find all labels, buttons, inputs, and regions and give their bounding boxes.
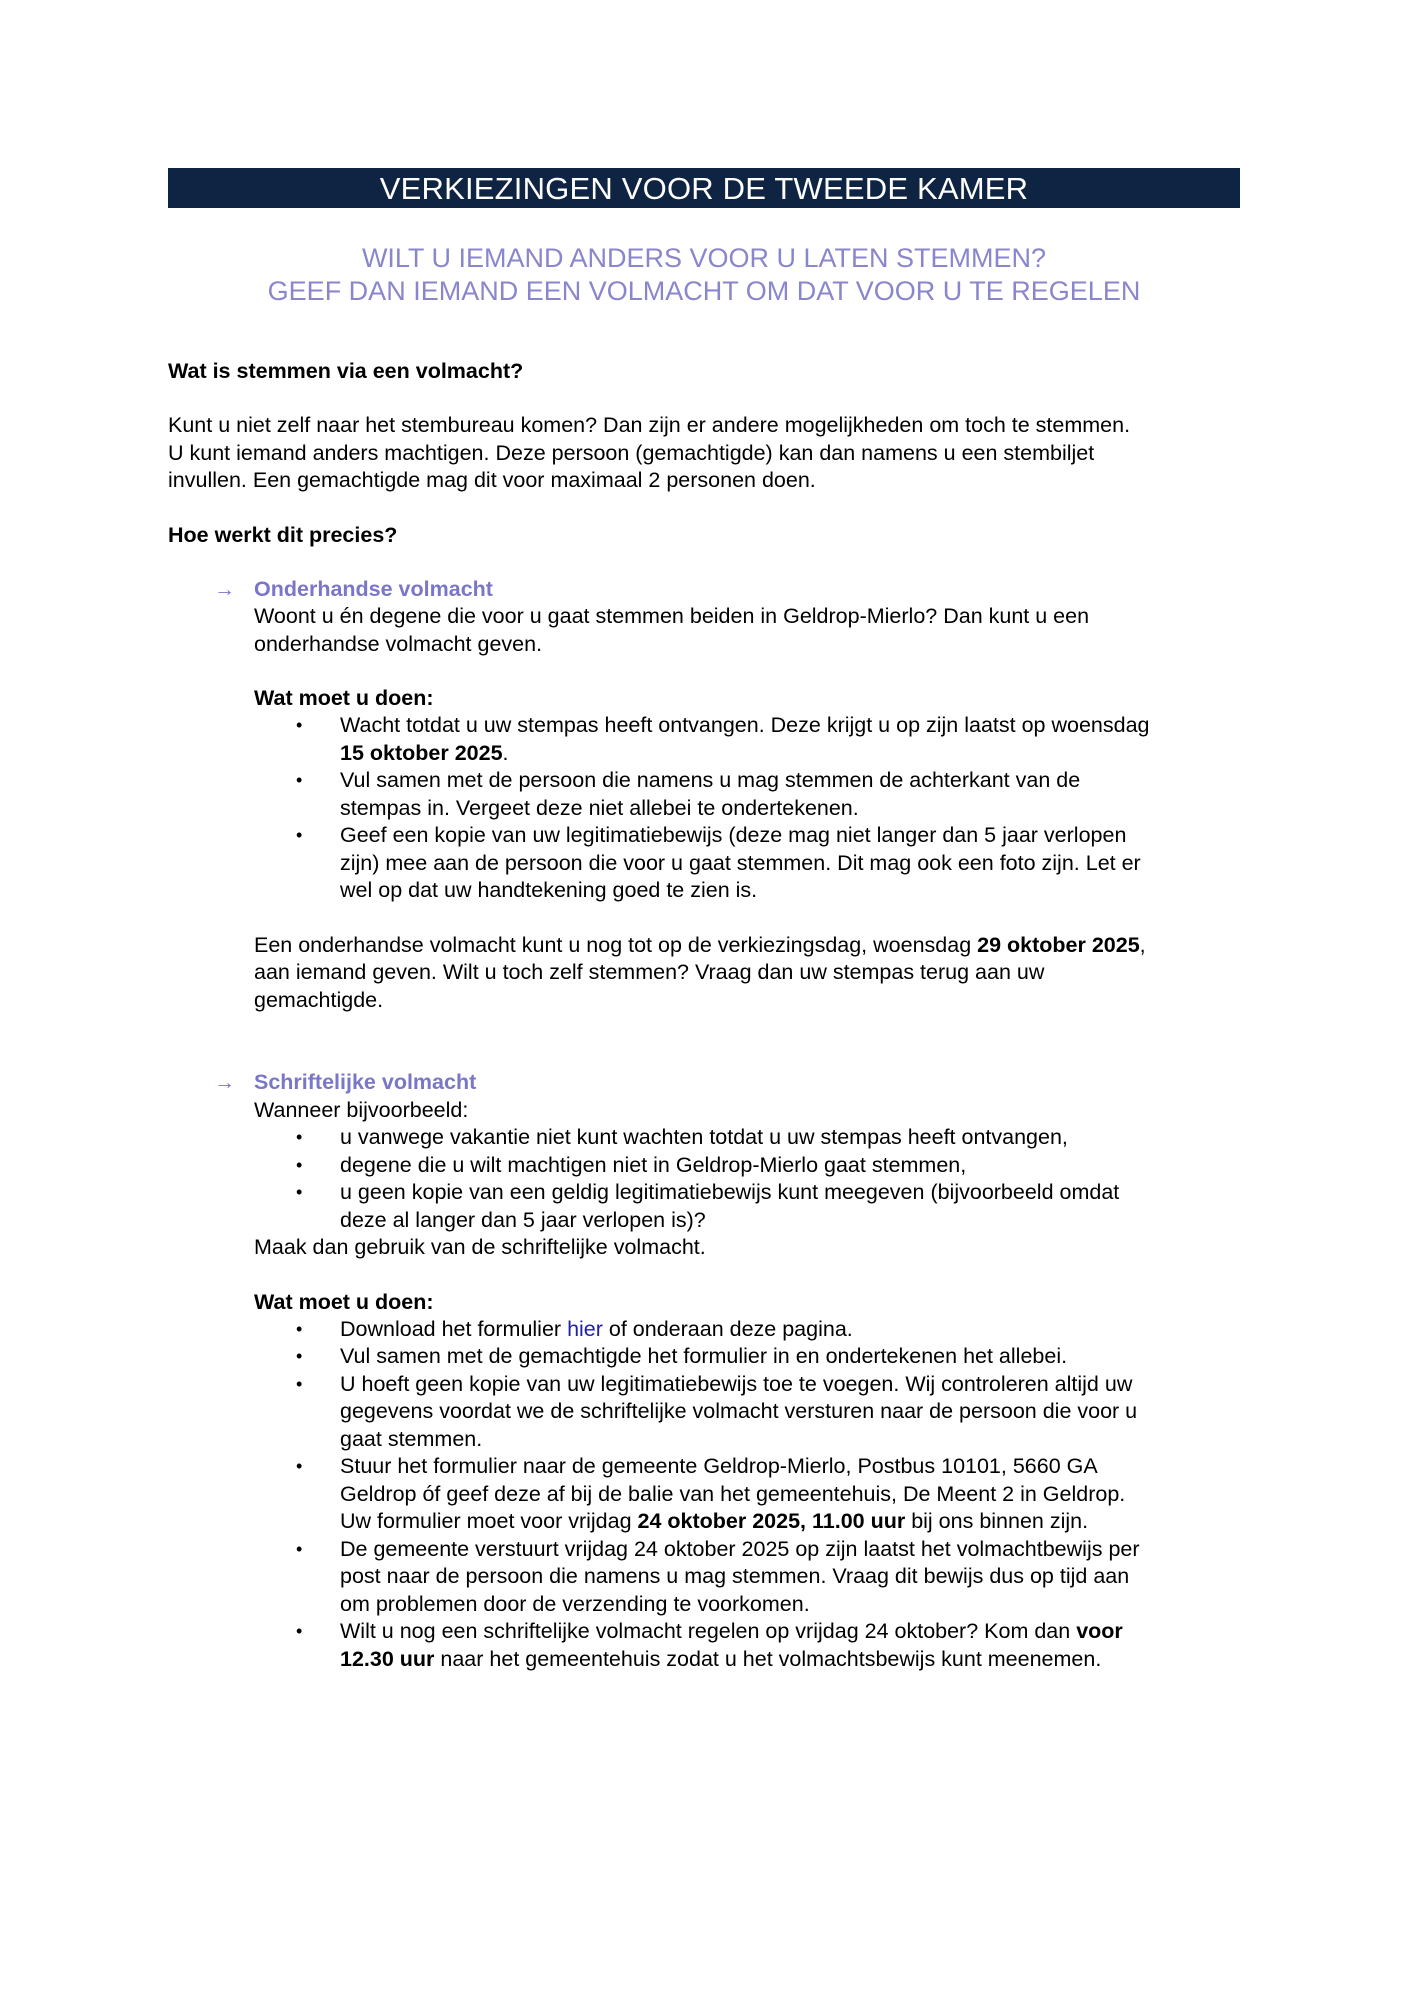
intro-line-1: Kunt u niet zelf naar het stembureau komen? Dan zijn er andere mogelijkheden om toch te stemmen.: [168, 413, 1131, 437]
bullet-icon: •: [296, 1154, 303, 1175]
bullet-icon: •: [296, 1127, 303, 1147]
section2-steps: [168, 1316, 1240, 1674]
arrow-icon: →: [214, 577, 235, 601]
question-what-is-proxy: Wat is stemmen via een volmacht?: [168, 359, 524, 383]
bullet-icon: •: [296, 1538, 303, 1559]
section2-after-text: Maak dan gebruik van de schriftelijke volmacht.: [254, 1235, 706, 1259]
form-download-link[interactable]: hier: [567, 1316, 603, 1341]
subheading-line-2: GEEF DAN IEMAND EEN VOLMACHT OM DAT VOOR U TE REGELEN: [267, 276, 1141, 306]
section-title-private-proxy: Onderhandse volmacht: [254, 576, 493, 601]
list-item: [296, 1152, 1240, 1180]
section1-closing: [168, 932, 1240, 1015]
download-step: [340, 1316, 1240, 1344]
punctuation: ,: [1139, 932, 1146, 957]
list-item: [296, 1124, 1240, 1152]
bullet-icon: •: [296, 1346, 303, 1366]
list-item: [296, 1371, 1240, 1454]
sending-line-3: om problemen door de verzending te voorkomen.: [340, 1591, 810, 1616]
section-private-proxy: [168, 576, 1240, 713]
section-title-written-proxy: Schriftelijke volmacht: [254, 1070, 477, 1094]
step3-line-1: Geef een kopie van uw legitimatiebewijs (deze mag niet langer dan 5 jaar verlopen: [340, 823, 1127, 847]
step3-line-2: zijn) mee aan de persoon die voor u gaat stemmen. Dit mag ook een foto zijn. Let er: [340, 850, 1141, 875]
list-item: [296, 1316, 1240, 1344]
list-item: [296, 1536, 1240, 1619]
bullet-icon: •: [296, 825, 303, 845]
sending-line-2: post naar de persoon die namens u mag stemmen. Vraag dit bewijs dus op tijd aan: [340, 1564, 1130, 1588]
closing-line-3: gemachtigde.: [254, 987, 384, 1012]
intro-line-2: U kunt iemand anders machtigen. Deze persoon (gemachtigde) kan dan namens u een stembiljet: [168, 440, 1095, 465]
step1-line-1: Wacht totdat u uw stempas heeft ontvangen. Deze krijgt u op zijn laatst op woensdag: [340, 713, 1150, 737]
bullet-icon: •: [296, 1621, 303, 1641]
condition-3-line-2: deze al langer dan 5 jaar verlopen is)?: [340, 1207, 706, 1232]
no-copy-line-2: gegevens voordat we de schriftelijke volmacht versturen naar de persoon die voor u: [340, 1399, 1138, 1423]
intro-paragraph: [168, 412, 1240, 495]
last-day-line-2: [340, 1646, 1240, 1674]
list-item: [296, 1179, 1240, 1234]
step3-line-3: wel op dat uw handtekening goed te zien is.: [340, 878, 758, 902]
step1-line-2: [340, 740, 1240, 768]
list-item: [296, 767, 1240, 822]
election-date: 29 oktober 2025: [977, 932, 1140, 957]
last-day-line-1: [340, 1618, 1240, 1646]
section1-desc-line-1: Woont u én degene die voor u gaat stemmen beiden in Geldrop-Mierlo? Dan kunt u een: [254, 604, 1090, 628]
last-day-text-after: naar het gemeentehuis zodat u het volmachtsbewijs kunt meenemen.: [434, 1646, 1102, 1671]
condition-3-line-1: u geen kopie van een geldig legitimatiebewijs kunt meegeven (bijvoorbeeld omdat: [340, 1180, 1120, 1204]
deadline-date: 15 oktober 2025: [340, 740, 503, 765]
page-title-banner: VERKIEZINGEN VOOR DE TWEEDE KAMER: [168, 168, 1240, 208]
section1-steps: [168, 712, 1240, 905]
intro-line-3: invullen. Een gemachtigde mag dit voor maximaal 2 personen doen.: [168, 468, 816, 492]
list-item: [296, 712, 1240, 767]
subheading: [168, 242, 1240, 308]
list-item: [296, 822, 1240, 905]
send-form-line-3: [340, 1508, 1240, 1536]
sending-line-1: De gemeente verstuurt vrijdag 24 oktober 2025 op zijn laatst het volmachtbewijs per: [340, 1536, 1140, 1561]
bullet-icon: •: [296, 1318, 303, 1339]
question-how-it-works: Hoe werkt dit precies?: [168, 522, 398, 547]
punctuation: .: [502, 740, 509, 765]
last-day-bold: voor: [1076, 1619, 1123, 1643]
section2-conditions: [168, 1124, 1240, 1234]
section-written-proxy: [168, 1069, 1240, 1124]
send-form-line-2: Geldrop óf geef deze af bij de balie van het gemeentehuis, De Meent 2 in Geldrop.: [340, 1481, 1126, 1506]
section1-todo-heading: Wat moet u doen:: [254, 686, 434, 710]
condition-1: u vanwege vakantie niet kunt wachten totdat u uw stempas heeft ontvangen,: [340, 1125, 1068, 1149]
step2-line-1: Vul samen met de persoon die namens u mag stemmen de achterkant van de: [340, 768, 1081, 792]
deadline-text-after: bij ons binnen zijn.: [905, 1509, 1089, 1533]
closing-text: Een onderhandse volmacht kunt u nog tot op de verkiezingsdag, woensdag: [254, 932, 978, 957]
closing-line-2: aan iemand geven. Wilt u toch zelf stemmen? Vraag dan uw stempas terug aan uw: [254, 960, 1045, 984]
deadline-text: Uw formulier moet voor vrijdag: [340, 1509, 638, 1533]
section1-desc-line-2: onderhandse volmacht geven.: [254, 631, 543, 656]
list-item: [296, 1343, 1240, 1371]
bullet-icon: •: [296, 770, 303, 790]
fill-form-step: Vul samen met de gemachtigde het formulier in en ondertekenen het allebei.: [340, 1344, 1068, 1368]
list-item: [296, 1618, 1240, 1673]
no-copy-line-1: U hoeft geen kopie van uw legitimatiebewijs toe te voegen. Wij controleren altijd uw: [340, 1371, 1133, 1396]
document-page: [168, 168, 1240, 1673]
last-day-time: 12.30 uur: [340, 1646, 435, 1671]
list-item: [296, 1453, 1240, 1536]
send-form-line-1: Stuur het formulier naar de gemeente Geldrop-Mierlo, Postbus 10101, 5660 GA: [340, 1454, 1098, 1478]
form-deadline: 24 oktober 2025, 11.00 uur: [637, 1509, 906, 1533]
last-day-text: Wilt u nog een schriftelijke volmacht regelen op vrijdag 24 oktober? Kom dan: [340, 1619, 1077, 1643]
bullet-icon: •: [296, 1456, 303, 1476]
bullet-icon: •: [296, 1373, 303, 1394]
no-copy-line-3: gaat stemmen.: [340, 1426, 483, 1451]
arrow-icon: →: [214, 1071, 235, 1094]
condition-2: degene die u wilt machtigen niet in Geldrop-Mierlo gaat stemmen,: [340, 1152, 967, 1177]
download-text: Download het formulier: [340, 1316, 568, 1341]
section2-todo-heading: Wat moet u doen:: [254, 1289, 434, 1314]
bullet-icon: •: [296, 715, 303, 735]
download-text-after: of onderaan deze pagina.: [602, 1316, 853, 1341]
bullet-icon: •: [296, 1182, 303, 1202]
subheading-line-1: WILT U IEMAND ANDERS VOOR U LATEN STEMMEN?: [361, 243, 1047, 273]
step2-line-2: stempas in. Vergeet deze niet allebei te ondertekenen.: [340, 795, 859, 820]
section2-after: [168, 1234, 1240, 1316]
section2-intro: Wanneer bijvoorbeeld:: [254, 1097, 469, 1122]
closing-line-1: [254, 932, 1240, 960]
